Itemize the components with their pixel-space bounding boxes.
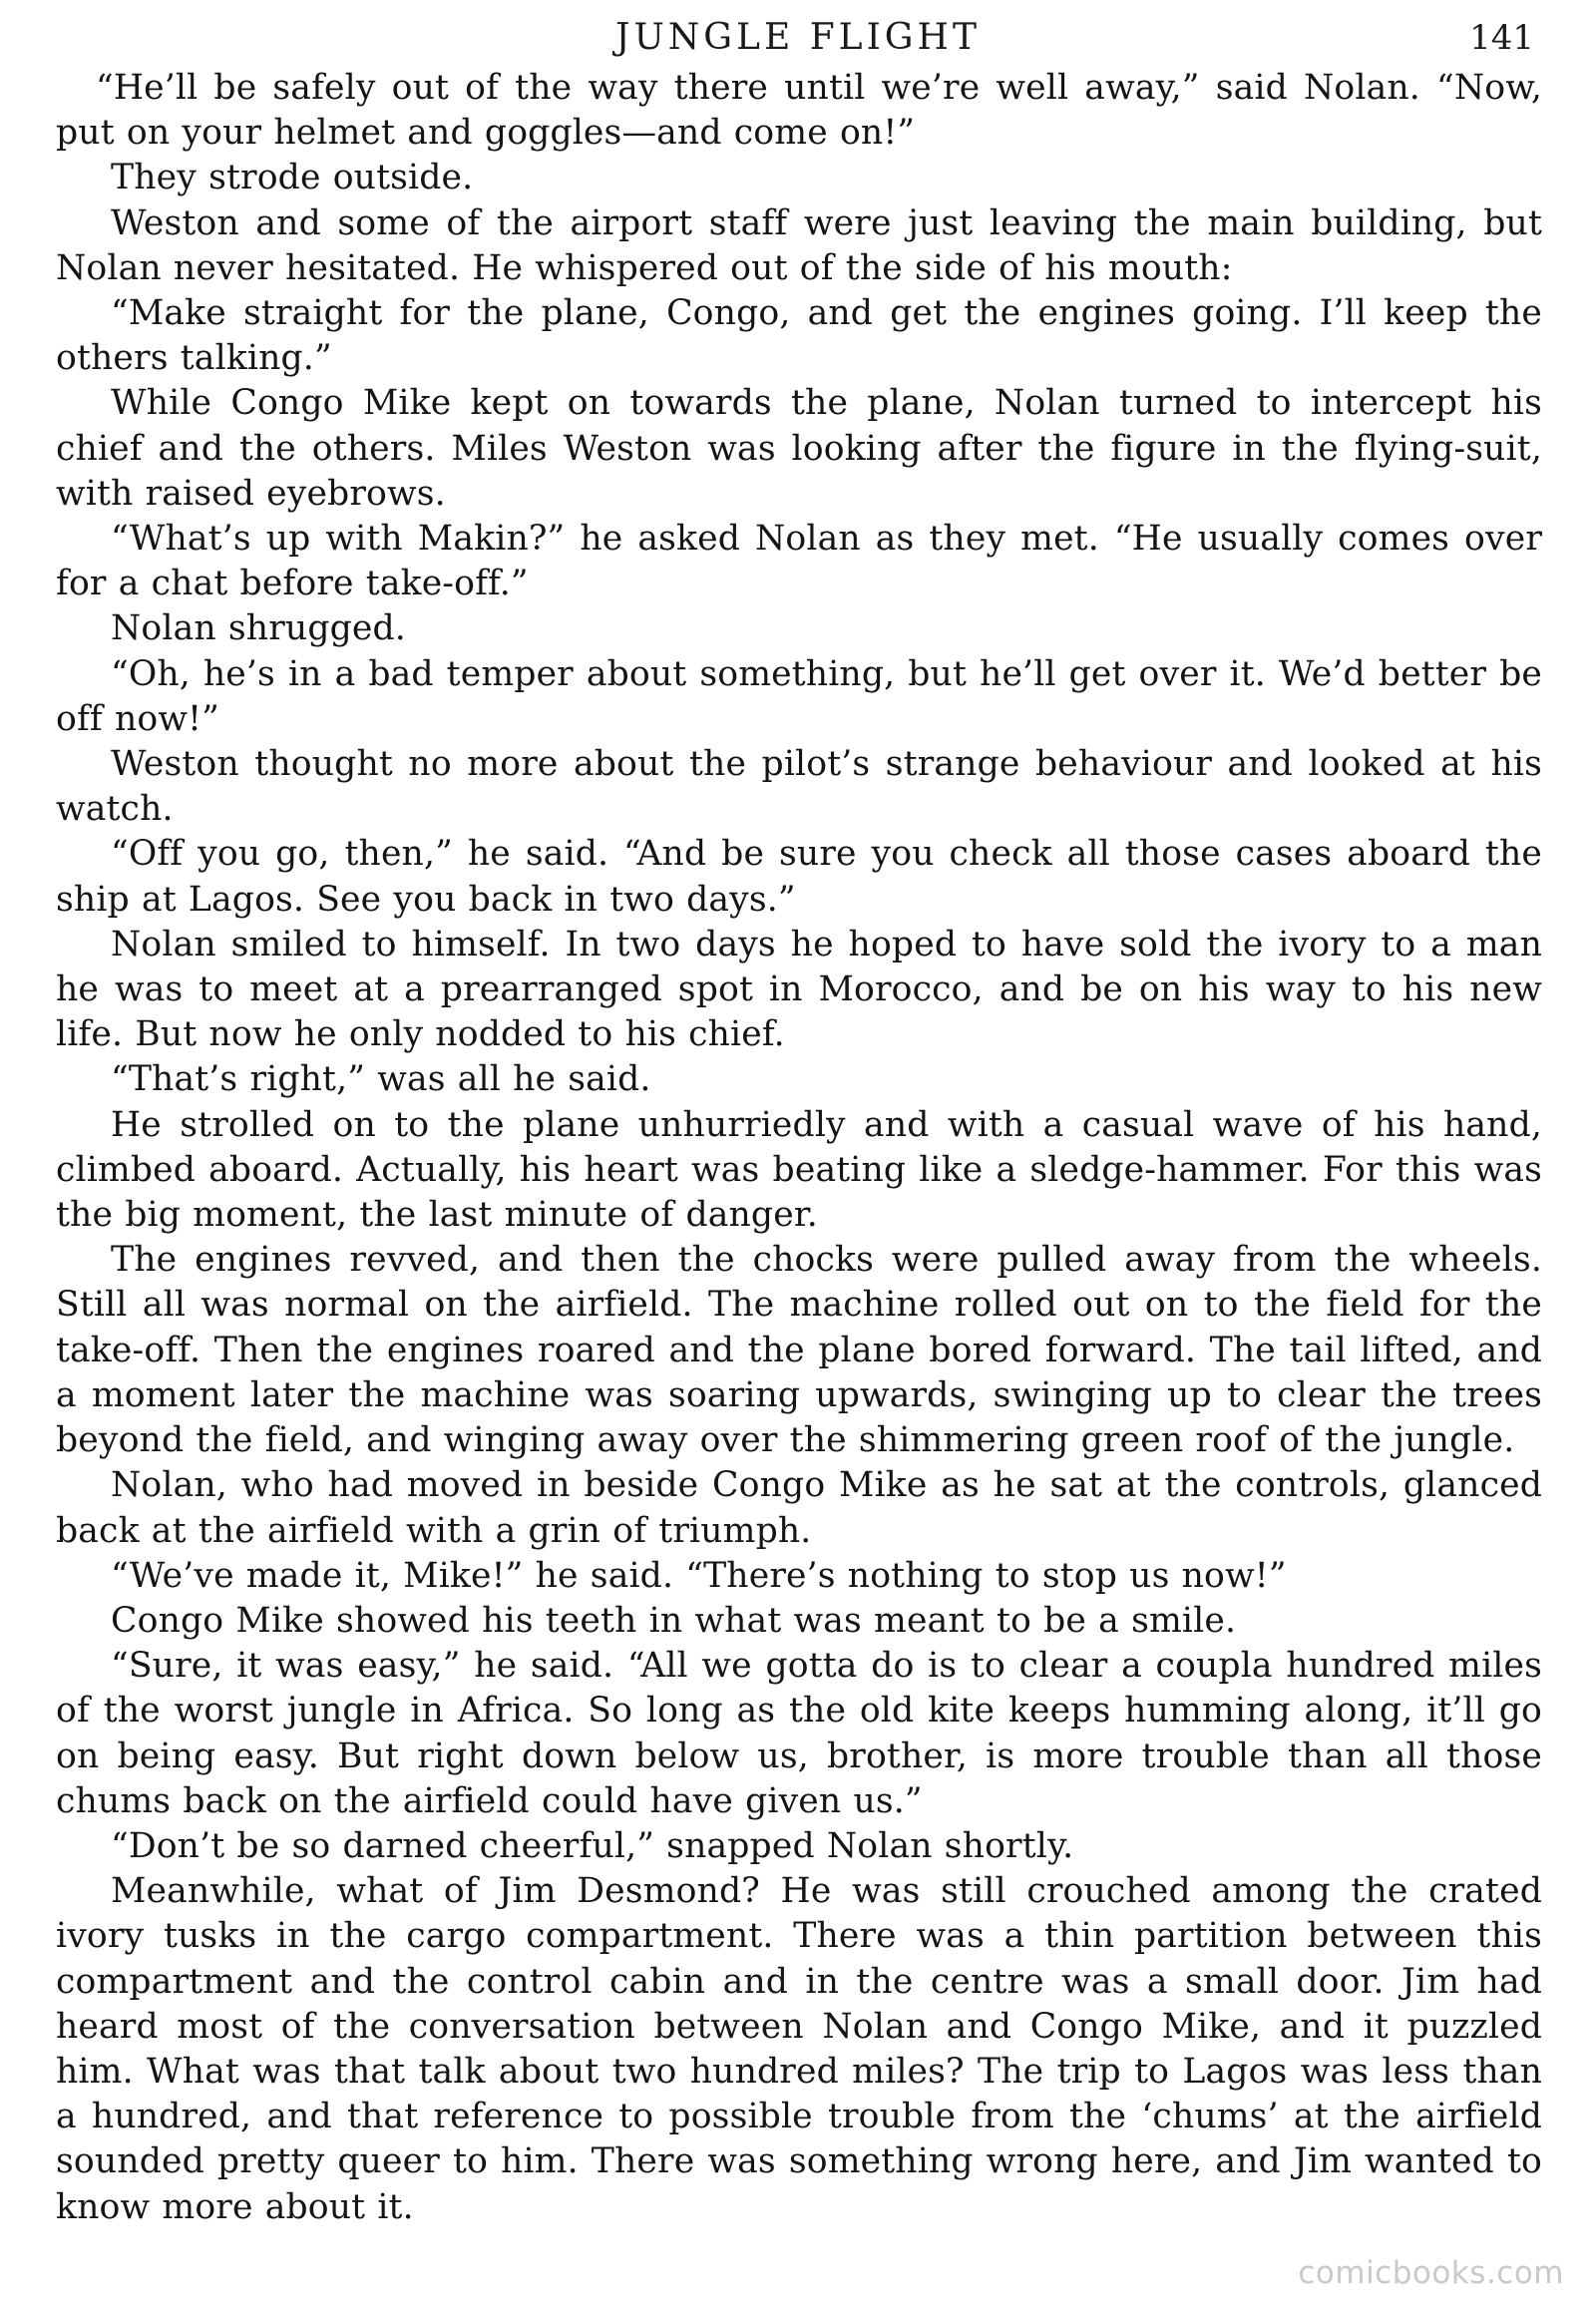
watermark: comicbooks.com — [1298, 2255, 1564, 2291]
page-number: 141 — [1469, 18, 1534, 58]
paragraph: “What’s up with Makin?” he asked Nolan as they met. “He usually comes over for a chat before take-off.” — [56, 519, 1542, 604]
paragraph: The engines revved, and then the chocks were pulled away from the wheels. Still all was normal on the airfield. The machine rolled out on to the field for the take-off. Then the engines roared and the plane bored forward. The tail lifted, and a moment later the machine was soaring upwards, swinging up to clear the trees beyond the field, and winging away over the shimmering green roof of the jungle. — [56, 1240, 1542, 1461]
paragraph: Nolan, who had moved in beside Congo Mike as he sat at the controls, glanced back at the airfield with a grin of triumph. — [56, 1465, 1542, 1551]
paragraph: He strolled on to the plane unhurriedly and with a casual wave of his hand, climbed aboard. Actually, his heart was beating like a sledge-hammer. For this was the big moment, the last minute of danger. — [56, 1104, 1542, 1236]
running-head — [0, 14, 1596, 64]
paragraph: “Off you go, then,” he said. “And be sure you check all those cases aboard the ship at Lagos. See you back in two days.” — [56, 834, 1542, 920]
paragraph: “He’ll be safely out of the way there until we’re well away,” said Nolan. “Now, put on your helmet and goggles—and come on!” — [56, 68, 1542, 154]
paragraph: They strode outside. — [111, 158, 474, 198]
paragraph: Meanwhile, what of Jim Desmond? He was still crouched among the crated ivory tusks in the cargo compartment. There was a thin partition between this compartment and the control cabin and in the centre was a small door. Jim had heard most of the conversation between Nolan and Congo Mike, and it puzzled him. What was that talk about two hundred miles? The trip to Lagos was less than a hundred, and that reference to possible trouble from the ‘chums’ at the airfield sounded pretty queer to him. There was something wrong here, and Jim wanted to know more about it. — [56, 1871, 1542, 2227]
paragraph: “Sure, it was easy,” he said. “All we gotta do is to clear a coupla hundred miles of the worst jungle in Africa. So long as the old kite keeps humming along, it’ll go on being easy. But right down below us, brother, is more trouble than all those chums back on the airfield could have given us.” — [56, 1646, 1542, 1821]
paragraph: “Oh, he’s in a bad temper about something, but he’ll get over it. We’d better be off now!” — [56, 653, 1542, 739]
paragraph: Nolan smiled to himself. In two days he hoped to have sold the ivory to a man he was to meet at a prearranged spot in Morocco, and be on his way to his new life. But now he only nodded to his chief. — [56, 924, 1542, 1055]
paragraph: Congo Mike showed his teeth in what was meant to be a smile. — [111, 1600, 1237, 1641]
paragraph: “We’ve made it, Mike!” he said. “There’s nothing to stop us now!” — [111, 1555, 1287, 1596]
paragraph: While Congo Mike kept on towards the plane, Nolan turned to intercept his chief and the others. Miles Weston was looking after the figure in the flying-suit, with raised eyebrows. — [56, 383, 1542, 514]
paragraph: “Make straight for the plane, Congo, and get the engines going. I’ll keep the others talking.” — [56, 293, 1542, 379]
body-text — [56, 66, 1542, 2230]
paragraph: Nolan shrugged. — [111, 608, 406, 649]
running-title: JUNGLE FLIGHT — [615, 17, 981, 58]
paragraph: “That’s right,” was all he said. — [111, 1059, 651, 1100]
paragraph: Weston and some of the airport staff were just leaving the main building, but Nolan never hesitated. He whispered out of the side of his mouth: — [56, 202, 1542, 288]
paragraph: Weston thought no more about the pilot’s strange behaviour and looked at his watch. — [56, 744, 1542, 830]
paragraph: “Don’t be so darned cheerful,” snapped Nolan shortly. — [111, 1825, 1074, 1866]
